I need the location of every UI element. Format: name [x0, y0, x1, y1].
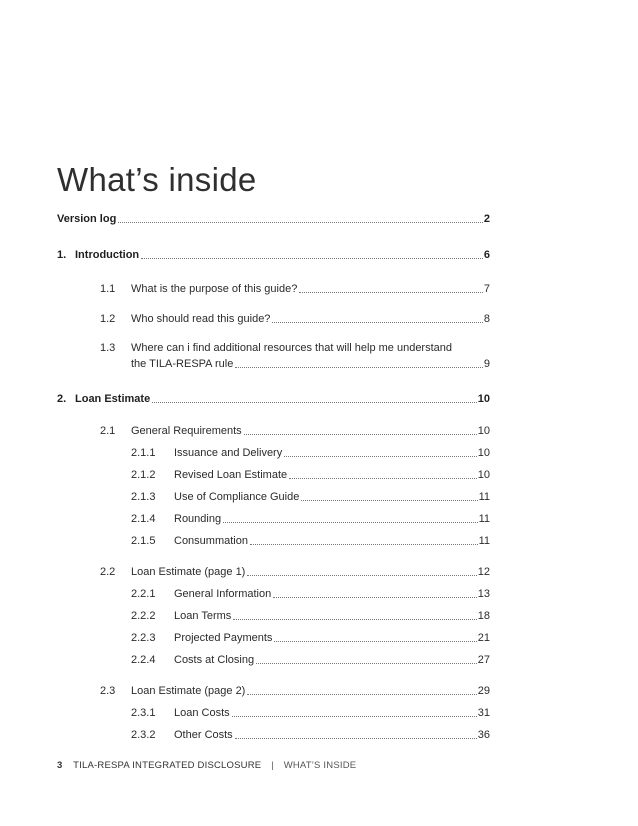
toc-entry-number: 2.2.2 [131, 610, 156, 622]
toc-entry-2-1-3[interactable] [131, 490, 490, 504]
dot-leader [289, 477, 477, 479]
dot-leader [256, 662, 477, 664]
dot-leader [232, 715, 477, 717]
toc-entry-page: 29 [477, 685, 490, 697]
footer-page-number: 3 [57, 760, 63, 771]
toc-entry-number: 2.3.1 [131, 707, 156, 719]
dot-leader [299, 291, 483, 293]
toc-entry-introduction[interactable] [57, 248, 490, 262]
toc-entry-page: 36 [477, 729, 490, 741]
toc-entry-text: General Requirements [131, 425, 242, 437]
toc-entry-loan-estimate[interactable] [57, 392, 490, 406]
toc-entry-page: 27 [477, 654, 490, 666]
toc-entry-text: Loan Estimate [75, 393, 151, 405]
dot-leader [223, 521, 477, 523]
toc-entry-page: 11 [478, 491, 490, 503]
toc-entry-number: 2. [57, 393, 67, 405]
toc-entry-text: Issuance and Delivery [174, 447, 283, 459]
dot-leader [273, 596, 477, 598]
toc-entry-text: Loan Terms [174, 610, 232, 622]
toc-entry-text: General Information [174, 588, 272, 600]
toc-entry-1-1[interactable] [100, 282, 490, 296]
toc-entry-text: Revised Loan Estimate [174, 469, 288, 481]
toc-entry-text-line2: the TILA-RESPA rule [131, 358, 234, 370]
toc-entry-text: Who should read this guide? [131, 313, 271, 325]
page-footer [57, 760, 356, 771]
dot-leader [118, 221, 483, 223]
toc-entry-text: Projected Payments [174, 632, 273, 644]
toc-entry-number: 2.1.5 [131, 535, 156, 547]
toc-entry-text: Loan Estimate (page 1) [131, 566, 246, 578]
toc-entry-1-3[interactable] [100, 340, 490, 372]
toc-entry-text: Loan Estimate (page 2) [131, 685, 246, 697]
toc-entry-1-2[interactable] [100, 312, 490, 326]
toc-entry-page: 7 [483, 283, 490, 295]
dot-leader [301, 499, 477, 501]
toc-entry-2-3-2[interactable] [131, 728, 490, 742]
footer-separator: | [271, 760, 274, 771]
toc-entry-2-2-1[interactable] [131, 587, 490, 601]
toc-entry-2-2-3[interactable] [131, 631, 490, 645]
toc-entry-text: Use of Compliance Guide [174, 491, 300, 503]
toc-entry-2-3-1[interactable] [131, 706, 490, 720]
toc-entry-number: 2.2.1 [131, 588, 156, 600]
toc-entry-text: What is the purpose of this guide? [131, 283, 298, 295]
toc-entry-number: 2.1.3 [131, 491, 156, 503]
toc-entry-text: Costs at Closing [174, 654, 255, 666]
toc-entry-text: Loan Costs [174, 707, 230, 719]
toc-entry-page: 9 [483, 358, 490, 370]
toc-entry-number: 2.2.4 [131, 654, 156, 666]
toc-entry-number: 2.1.2 [131, 469, 156, 481]
dot-leader [247, 693, 476, 695]
toc-entry-2-2[interactable] [100, 565, 490, 579]
toc-entry-number: 1.1 [100, 283, 116, 295]
toc-entry-text: Consummation [174, 535, 248, 547]
toc-entry-page: 11 [478, 513, 490, 525]
toc-entry-page: 6 [483, 249, 490, 261]
dot-leader [244, 433, 477, 435]
dot-leader [274, 640, 476, 642]
toc-entry-number: 1.2 [100, 313, 116, 325]
dot-leader [235, 737, 477, 739]
dot-leader [284, 455, 477, 457]
toc-entry-2-1-1[interactable] [131, 446, 490, 460]
toc-entry-number: 2.3 [100, 685, 116, 697]
toc-entry-2-1[interactable] [100, 424, 490, 438]
toc-entry-page: 11 [478, 535, 490, 547]
toc-entry-2-2-4[interactable] [131, 653, 490, 667]
toc-entry-text: Other Costs [174, 729, 233, 741]
toc-entry-number: 2.3.2 [131, 729, 156, 741]
page-title: What’s inside [57, 161, 257, 199]
toc-entry-number: 1.3 [100, 342, 116, 354]
dot-leader [250, 543, 478, 545]
toc-entry-text-line1: Where can i find additional resources that will help me understand [131, 342, 453, 354]
toc-entry-2-1-2[interactable] [131, 468, 490, 482]
toc-entry-page: 10 [477, 469, 490, 481]
toc-entry-version-log[interactable] [57, 212, 490, 226]
toc-entry-number: 2.2 [100, 566, 116, 578]
toc-entry-page: 31 [477, 707, 490, 719]
toc-entry-page: 21 [477, 632, 490, 644]
toc-entry-number: 2.1.1 [131, 447, 156, 459]
toc-entry-2-1-5[interactable] [131, 534, 490, 548]
toc-entry-text: Version log [57, 213, 117, 225]
toc-entry-page: 10 [477, 393, 490, 405]
dot-leader [141, 257, 483, 259]
dot-leader [272, 321, 482, 323]
toc-entry-2-3[interactable] [100, 684, 490, 698]
toc-entry-2-2-2[interactable] [131, 609, 490, 623]
toc-entry-number: 2.1.4 [131, 513, 156, 525]
toc-entry-page: 8 [483, 313, 490, 325]
toc-entry-number: 2.1 [100, 425, 116, 437]
toc-entry-page: 2 [483, 213, 490, 225]
dot-leader [247, 574, 476, 576]
footer-section: WHAT’S INSIDE [283, 760, 357, 771]
dot-leader [233, 618, 476, 620]
toc-entry-number: 2.2.3 [131, 632, 156, 644]
toc-entry-page: 10 [477, 425, 490, 437]
footer-doc-title: TILA-RESPA INTEGRATED DISCLOSURE [73, 760, 262, 771]
dot-leader [152, 401, 477, 403]
toc-entry-page: 10 [477, 447, 490, 459]
toc-entry-text: Introduction [75, 249, 140, 261]
toc-entry-2-1-4[interactable] [131, 512, 490, 526]
toc-entry-page: 12 [477, 566, 490, 578]
toc-entry-number: 1. [57, 249, 67, 261]
toc-entry-page: 18 [477, 610, 490, 622]
dot-leader [235, 366, 483, 368]
toc-entry-page: 13 [477, 588, 490, 600]
toc-entry-text: Rounding [174, 513, 222, 525]
